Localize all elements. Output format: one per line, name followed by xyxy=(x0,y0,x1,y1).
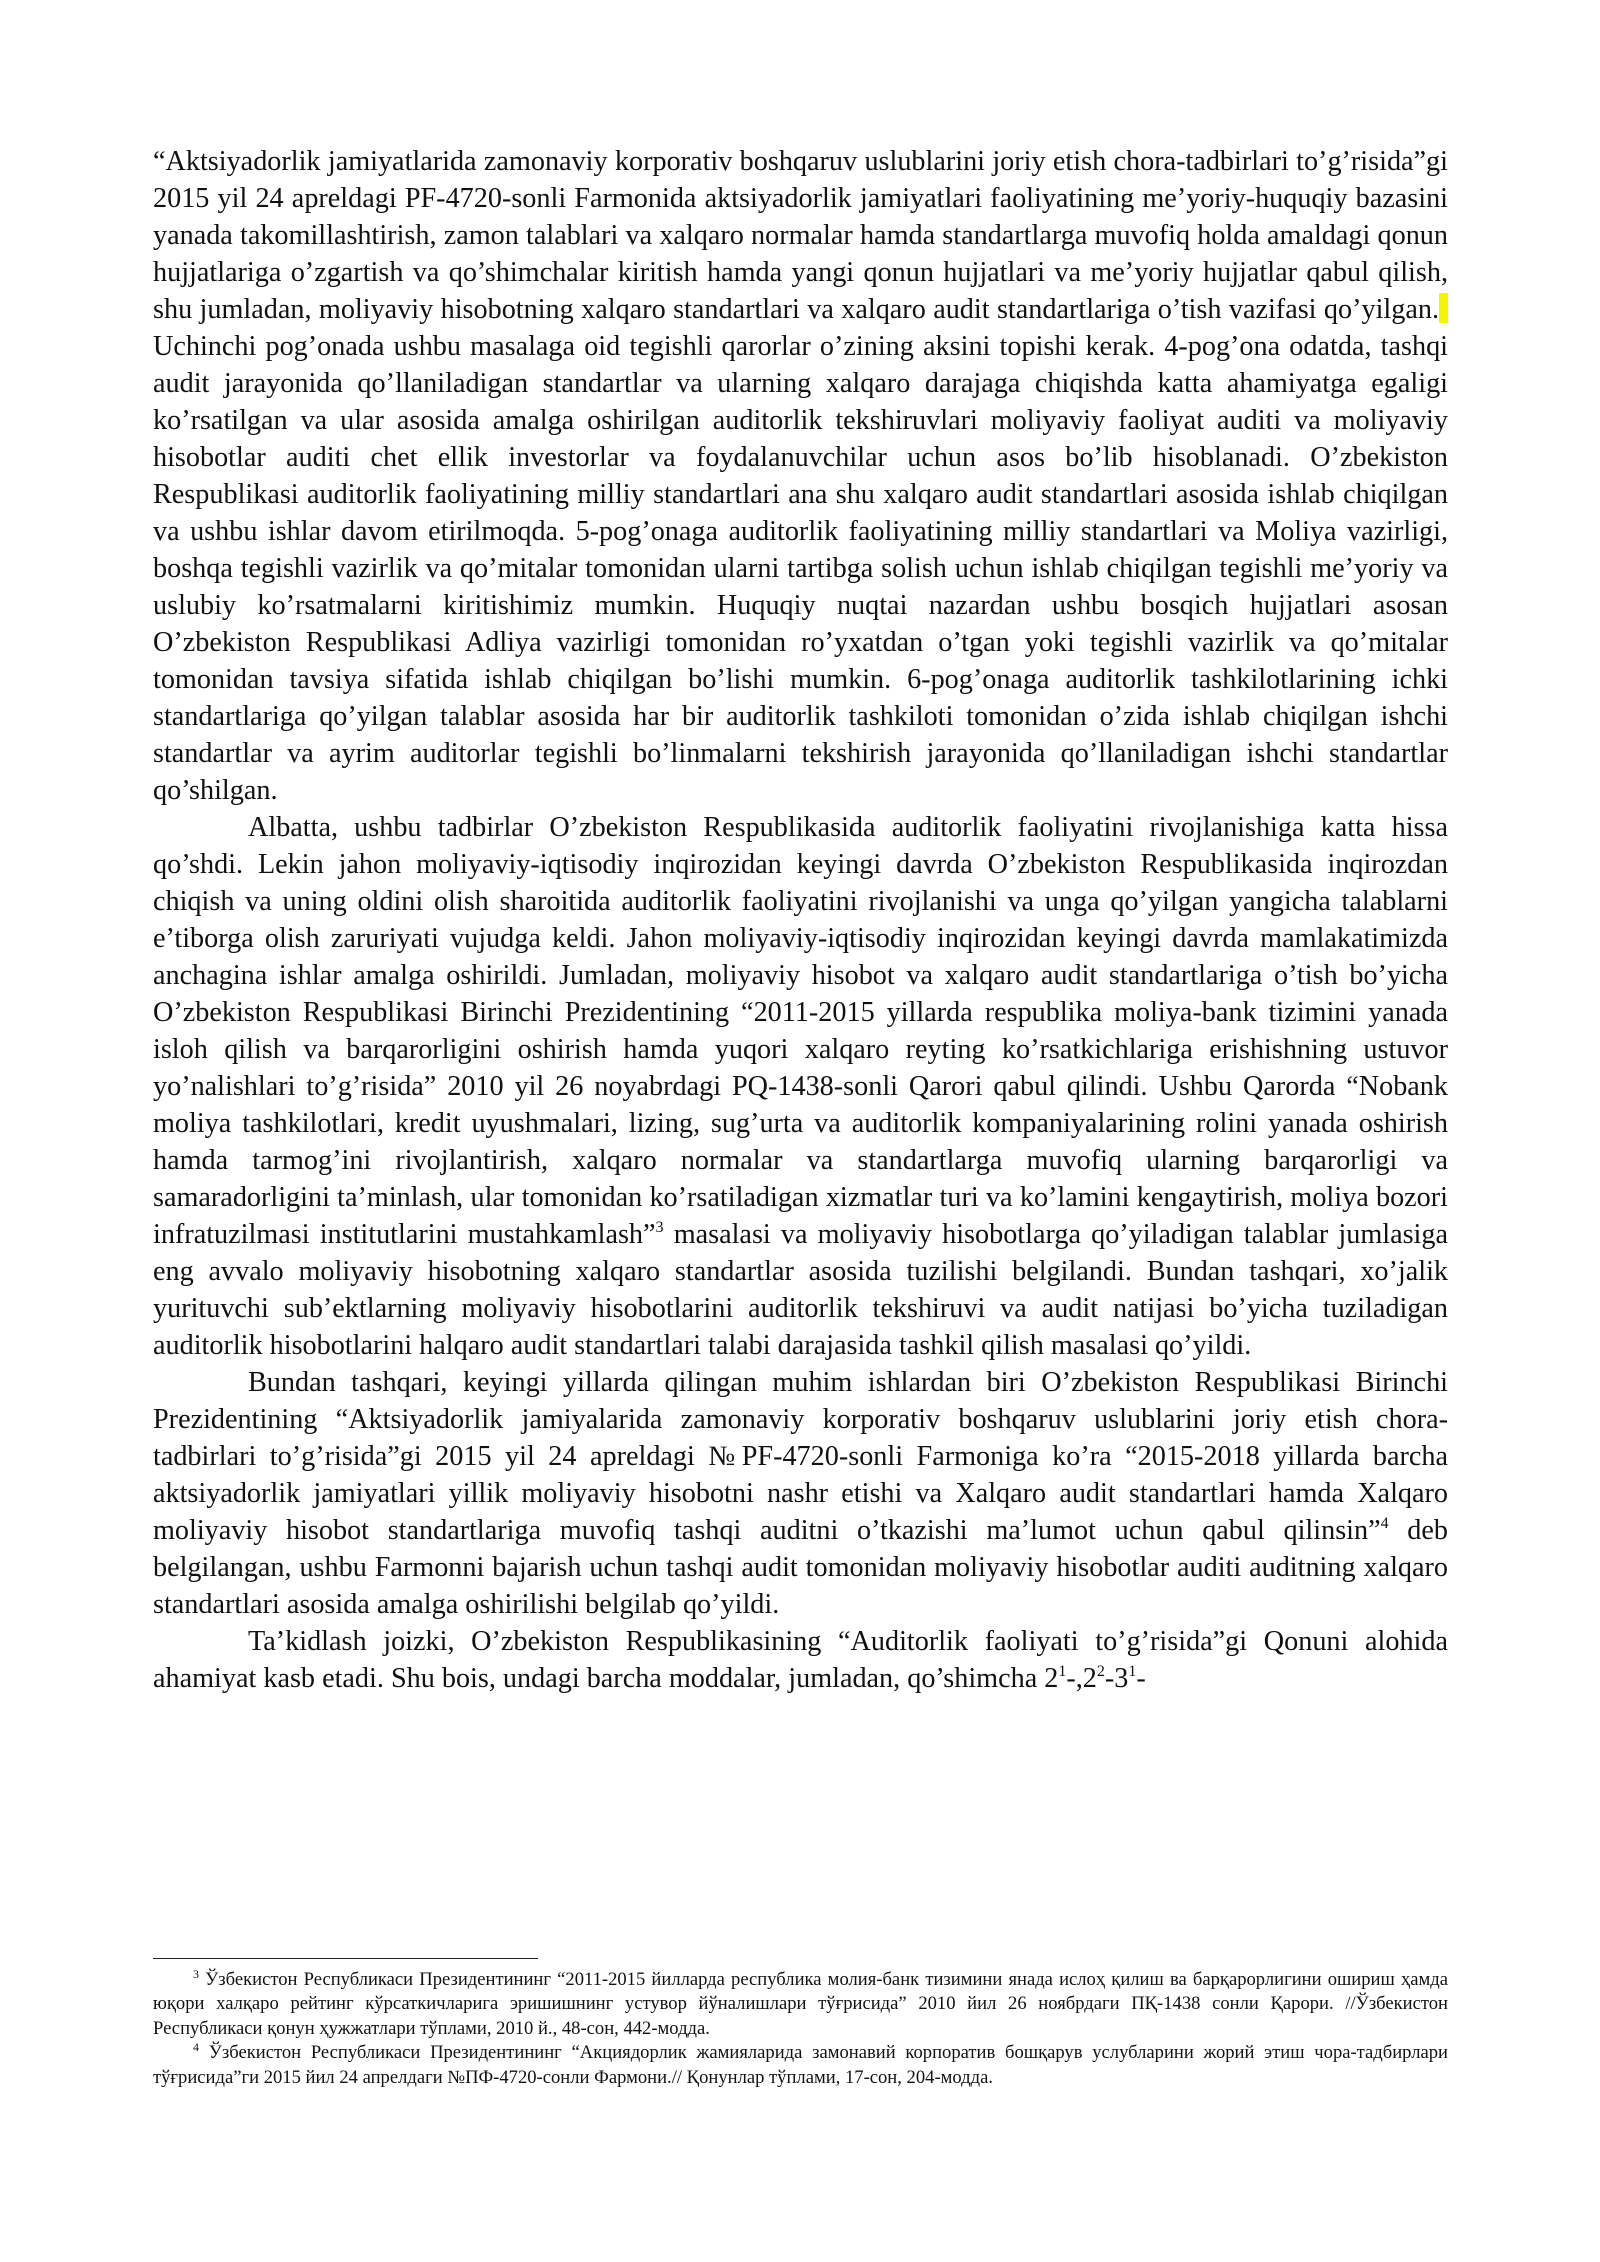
footnote-separator xyxy=(153,1958,538,1959)
footnote-number: 4 xyxy=(193,2040,199,2055)
paragraph-3 xyxy=(153,1364,1448,1623)
footnotes xyxy=(153,1968,1448,2090)
paragraph-1 xyxy=(153,143,1448,809)
footnote-4 xyxy=(153,2041,1448,2090)
article-superscript-2: 2 xyxy=(1096,1663,1105,1680)
paragraph-3-part-b: deb belgilangan, ushbu Farmonni bajarish uchun tashqi audit tomonidan moliyaviy hisobotlar auditi auditning xalqaro standartlari asosida amalga oshirilishi belgilab qo’yildi. xyxy=(153,1515,1448,1620)
footnote-text: Ўзбекистон Республикаси Президентининг “2011-2015 йилларда республика молия-банк тизимини янада ислоҳ қилиш ва барқарорлигини ошириш ҳамда юқори халқаро рейтинг кўрсаткичларига эришишнинг устувор йўналишлари тўғрисида” 2010 йил 26 ноябрдаги ПҚ-1438 сонли Қарори. //Ўзбекистон Республикаси қонун ҳужжатлари тўплами, 2010 й., 48-сон, 442-модда. xyxy=(153,1969,1448,2039)
paragraph-2-part-b: masalasi va moliyaviy hisobotlarga qo’yiladigan talablar jumlasiga eng avvalo moliyaviy hisobotning xalqaro standartlar asosida tuzilishi belgilandi. Bundan tashqari, xo’jalik yurituvchi sub’ektlarning moliyaviy hisobotlarini auditorlik tekshiruvi va audit natijasi bo’yicha tuziladigan auditorlik hisobotlarini halqaro audit standartlari talabi darajasida tashkil qilish masalasi qo’yildi. xyxy=(153,1219,1448,1361)
footnote-text: Ўзбекистон Республикаси Президентининг “Акциядорлик жамияларида замонавий корпоратив бошқарув услубларини жорий этиш чора-тадбирлари тўғрисида”ги 2015 йил 24 апрелдаги №ПФ-4720-сонли Фармони.// Қонунлар тўплами, 17-сон, 204-модда. xyxy=(153,2042,1448,2088)
footnote-ref-3[interactable]: 3 xyxy=(655,1219,664,1236)
footnote-number: 3 xyxy=(193,1967,199,1981)
paragraph-4-mid2: -3 xyxy=(1104,1663,1129,1694)
paragraph-4-mid: -,2 xyxy=(1066,1663,1097,1694)
paragraph-2 xyxy=(153,809,1448,1364)
paragraph-1-part-a: “Aktsiyadorlik jamiyatlarida zamonaviy korporativ boshqaruv uslublarini joriy etish chora-tadbirlari to’g’risida”gi 2015 yil 24 apreldagi PF-4720-sonli Farmonida aktsiyadorlik jamiyatlari faoliyatining me’yoriy-huquqiy bazasini yanada takomillashtirish, zamon talablari va xalqaro normalar hamda standartlarga muvofiq holda amaldagi qonun hujjatlariga o’zgartish va qo’shimchalar kiritish hamda yangi qonun hujjatlari va me’yoriy hujjatlar qabul qilish, shu jumladan, moliyaviy hisobotning xalqaro standartlari va xalqaro audit standartlariga o’tish vazifasi qo’yilgan. xyxy=(153,146,1448,325)
footnote-ref-4[interactable]: 4 xyxy=(1380,1515,1389,1532)
article-superscript-3: 1 xyxy=(1128,1663,1137,1680)
paragraph-4-end: - xyxy=(1136,1663,1146,1694)
paragraph-3-part-a: Bundan tashqari, keyingi yillarda qilingan muhim ishlardan biri O’zbekiston Respublikasi Birinchi Prezidentining “Aktsiyadorlik jamiyalarida zamonaviy korporativ boshqaruv uslublarini joriy etish chora-tadbirlari to’g’risida”gi 2015 yil 24 apreldagi №PF-4720-sonli Farmoniga ko’ra “2015-2018 yillarda barcha aktsiyadorlik jamiyatlari yillik moliyaviy hisobotni nashr etishi va Xalqaro audit standartlari hamda Xalqaro moliyaviy hisobot standartlariga muvofiq tashqi auditni o’tkazishi ma’lumot uchun qabul qilinsin” xyxy=(153,1367,1448,1546)
paragraph-1-part-b: Uchinchi pog’onada ushbu masalaga oid tegishli qarorlar o’zining aksini topishi kerak. 4-pog’ona odatda, tashqi audit jarayonida qo’llaniladigan standartlar va ularning xalqaro darajaga chiqishda katta ahamiyatga egaligi ko’rsatilgan va ular asosida amalga oshirilgan auditorlik tekshiruvlari moliyaviy faoliyat auditi va moliyaviy hisobotlar auditi chet ellik investorlar va foydalanuvchilar uchun asos bo’lib hisoblanadi. O’zbekiston Respublikasi auditorlik faoliyatining milliy standartlari ana shu xalqaro audit standartlari asosida ishlab chiqilgan va ushbu ishlar davom etirilmoqda. 5-pog’onaga auditorlik faoliyatining milliy standartlari va Moliya vazirligi, boshqa tegishli vazirlik va qo’mitalar tomonidan ularni tartibga solish uchun ishlab chiqilgan tegishli me’yoriy va uslubiy ko’rsatmalarni kiritishimiz mumkin. Huquqiy nuqtai nazardan ushbu bosqich hujjatlari asosan O’zbekiston Respublikasi Adliya vazirligi tomonidan ro’yxatdan o’tgan yoki tegishli vazirlik va qo’mitalar tomonidan tavsiya sifatida ishlab chiqilgan bo’lishi mumkin. 6-pog’onaga auditorlik tashkilotlarining ichki standartlariga qo’yilgan talablar asosida har bir auditorlik tashkiloti tomonidan o’zida ishlab chiqilgan ishchi standartlar va ayrim auditorlar tegishli bo’linmalarni tekshirish jarayonida qo’llaniladigan ishchi standartlar qo’shilgan. xyxy=(153,331,1448,806)
paragraph-4 xyxy=(153,1623,1448,1697)
paragraph-2-part-a: Albatta, ushbu tadbirlar O’zbekiston Respublikasida auditorlik faoliyatini rivojlanishiga katta hissa qo’shdi. Lekin jahon moliyaviy-iqtisodiy inqirozidan keyingi davrda O’zbekiston Respublikasida inqirozdan chiqish va uning oldini olish sharoitida auditorlik faoliyatini rivojlanishi va unga qo’yilgan yangicha talablarni e’tiborga olish zaruriyati vujudga keldi. Jahon moliyaviy-iqtisodiy inqirozidan keyingi davrda mamlakatimizda anchagina ishlar amalga oshirildi. Jumladan, moliyaviy hisobot va xalqaro audit standartlariga o’tish bo’yicha O’zbekiston Respublikasi Birinchi Prezidentining “2011-2015 yillarda respublika moliya-bank tizimini yanada isloh qilish va barqarorligini oshirish hamda yuqori xalqaro reyting ko’rsatkichlariga erishishning ustuvor yo’nalishlari to’g’risida” 2010 yil 26 noyabrdagi PQ-1438-sonli Qarori qabul qilindi. Ushbu Qarorda “Nobank moliya tashkilotlari, kredit uyushmalari, lizing, sug’urta va auditorlik kompaniyalarining rolini yanada oshirish hamda tarmog’ini rivojlantirish, xalqaro normalar va standartlarga muvofiq ularning barqarorligi va samaradorligini ta’minlash, ular tomonidan ko’rsatiladigan xizmatlar turi va ko’lamini kengaytirish, moliya bozori infratuzilmasi institutlarini mustahkamlash” xyxy=(153,812,1448,1250)
body-text xyxy=(153,143,1448,1697)
highlight-mark xyxy=(1439,293,1448,323)
article-superscript-1: 1 xyxy=(1058,1663,1067,1680)
footnote-3 xyxy=(153,1968,1448,2041)
paragraph-4-text: Ta’kidlash joizki, O’zbekiston Respublikasining “Auditorlik faoliyati to’g’risida”gi Qonuni alohida ahamiyat kasb etadi. Shu bois, undagi barcha moddalar, jumladan, qo’shimcha 2 xyxy=(153,1626,1448,1694)
